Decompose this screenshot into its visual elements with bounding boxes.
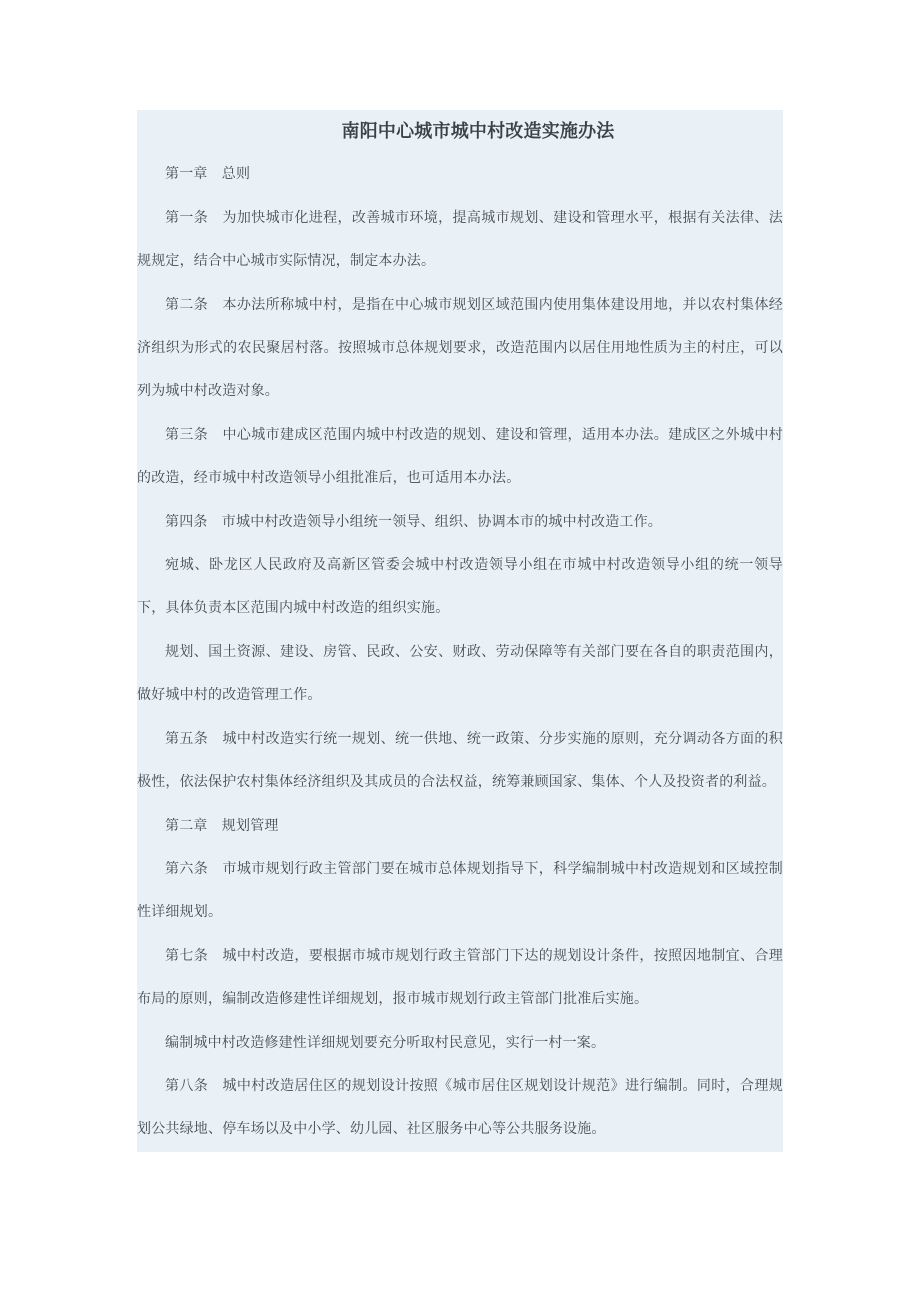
chapter-heading: 第二章 规划管理 <box>165 818 279 834</box>
chapter-heading: 第一章 总则 <box>165 167 251 183</box>
body-paragraph: 宛城、卧龙区人民政府及高新区管委会城中村改造领导小组在市城中村改造领导小组的统一领导下，具体负责本区范围内城中村改造的组织实施。 <box>137 558 783 617</box>
body-paragraph: 第三条 中心城市建成区范围内城中村改造的规划、建设和管理，适用本办法。建成区之外城中村的改造，经市城中村改造领导小组批准后，也可适用本办法。 <box>137 427 783 487</box>
body-paragraph: 第一条 为加快城市化进程，改善城市环境，提高城市规划、建设和管理水平，根据有关法律、法规规定，结合中心城市实际情况，制定本办法。 <box>137 210 783 270</box>
body-paragraph: 第八条 城中村改造居住区的规划设计按照《城市居住区规划设计规范》进行编制。同时，合理规划公共绿地、停车场以及中小学、幼儿园、社区服务中心等公共服务设施。 <box>137 1078 783 1138</box>
body-paragraph: 第二条 本办法所称城中村，是指在中心城市规划区域范围内使用集体建设用地，并以农村集体经济组织为形式的农民聚居村落。按照城市总体规划要求，改造范围内以居住用地性质为主的村庄，可以列为城中村改造对象。 <box>137 297 783 400</box>
body-paragraph: 第五条 城中村改造实行统一规划、统一供地、统一政策、分步实施的原则，充分调动各方面的积极性，依法保护农村集体经济组织及其成员的合法权益，统筹兼顾国家、集体、个人及投资者的利益。 <box>137 731 783 791</box>
document-content <box>137 110 783 1152</box>
body-paragraph: 规划、国土资源、建设、房管、民政、公安、财政、劳动保障等有关部门要在各自的职责范围内，做好城中村的改造管理工作。 <box>137 644 783 704</box>
body-paragraph: 编制城中村改造修建性详细规划要充分听取村民意见，实行一村一案。 <box>165 1035 606 1051</box>
document-title: 南阳中心城市城中村改造实施办法 <box>341 121 615 141</box>
body-paragraph: 第七条 城中村改造，要根据市城市规划行政主管部门下达的规划设计条件，按照因地制宜、合理布局的原则，编制改造修建性详细规划，报市城市规划行政主管部门批准后实施。 <box>137 948 783 1008</box>
document-paragraphs <box>137 153 783 1151</box>
body-paragraph: 第六条 市城市规划行政主管部门要在城市总体规划指导下，科学编制城中村改造规划和区域控制性详细规划。 <box>137 861 783 921</box>
body-paragraph: 第四条 市城中村改造领导小组统一领导、组织、协调本市的城中村改造工作。 <box>165 514 662 530</box>
